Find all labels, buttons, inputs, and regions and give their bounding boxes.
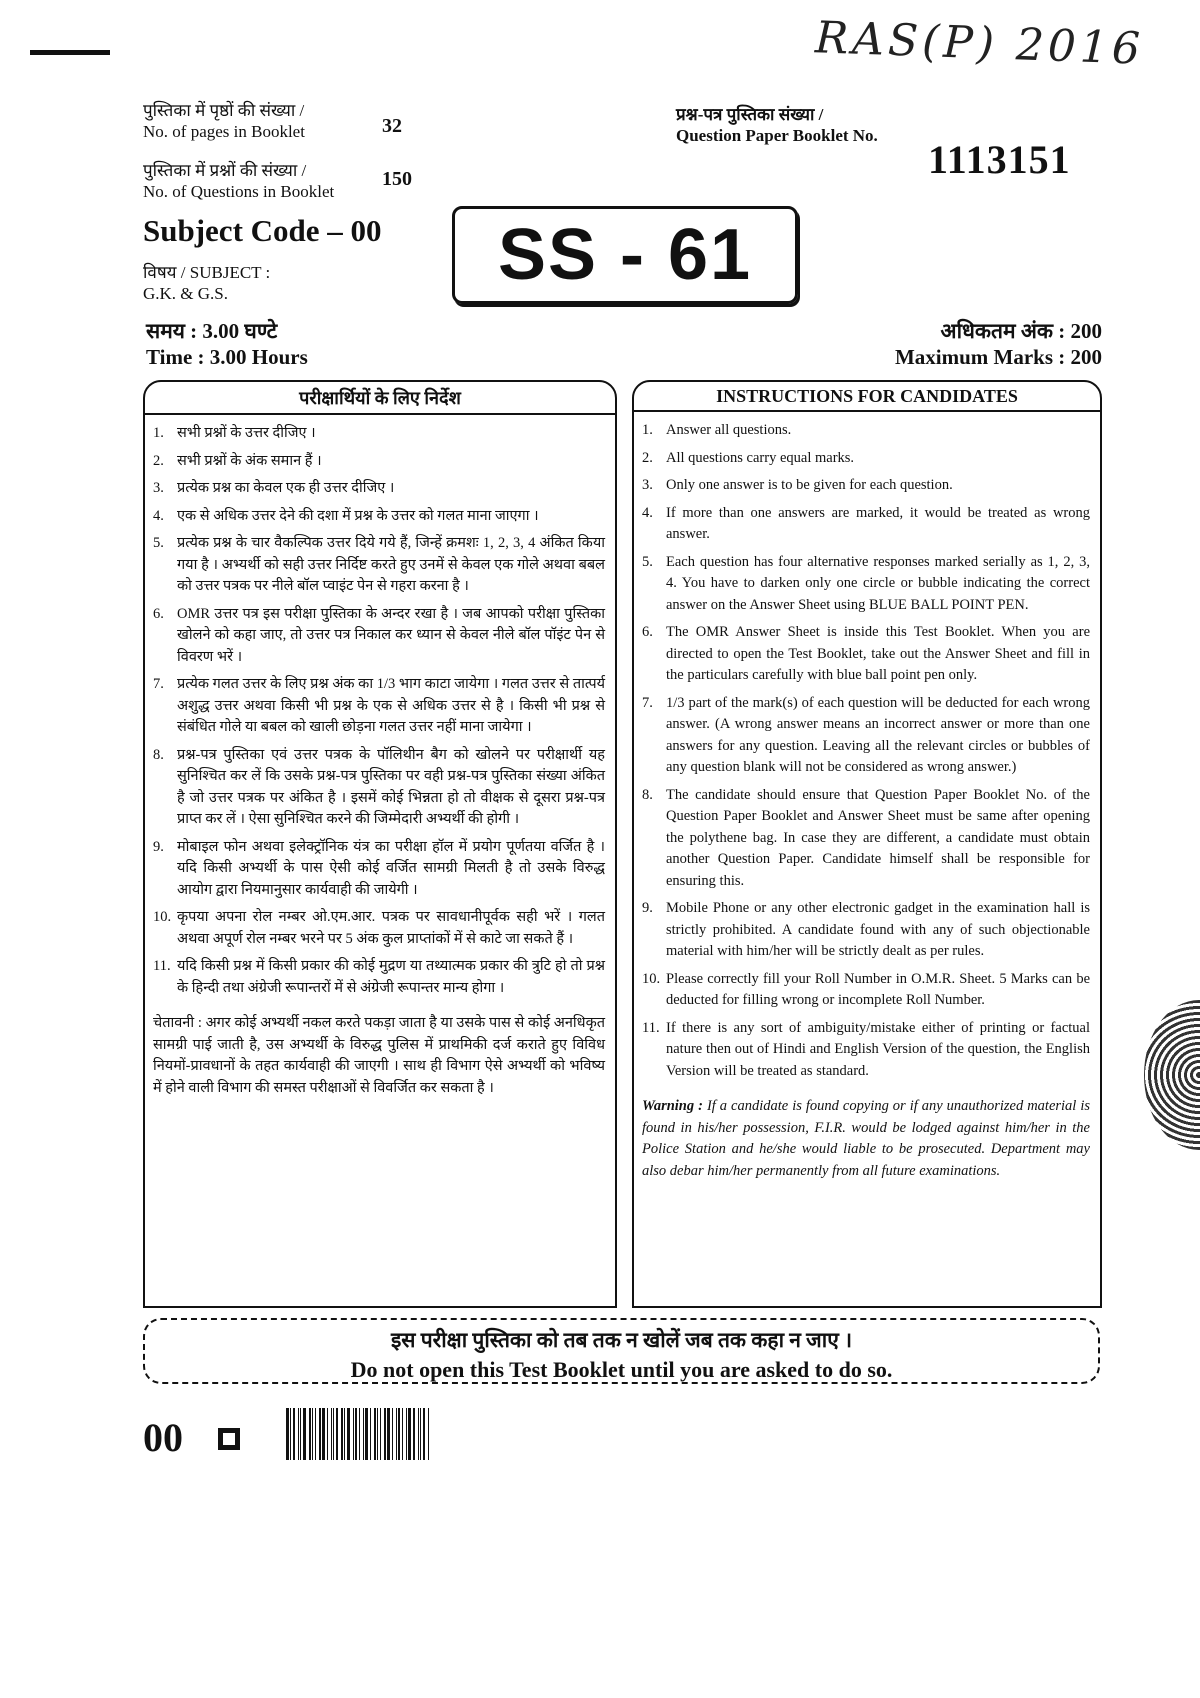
instruction-number: 11. [642,1019,660,1036]
booklet-number: 1113151 [928,137,1071,182]
instruction-text: यदि किसी प्रश्न में किसी प्रकार की कोई मुद्रण या तथ्यात्मक प्रकार की त्रुटि हो तो प्रश्न के हिन्दी तथा अंग्रेजी रूपान्तरों में से अंग्रेजी रूपान्तर मान्य होगा । [177,958,605,996]
seal-icon [1144,1000,1200,1150]
barcode-bar [344,1408,345,1460]
instruction-number: 2. [642,449,653,466]
time-block: समय : 3.00 घण्टे Time : 3.00 Hours [146,319,308,369]
instruction-number: 2. [153,452,164,469]
barcode-bar [406,1408,407,1460]
instruction-number: 8. [153,746,164,763]
instruction-item [153,674,605,739]
barcode-bar [312,1408,313,1460]
barcode-bar [359,1408,360,1460]
barcode-bar [341,1408,343,1460]
instruction-item [642,552,1090,617]
barcode-bar [380,1408,381,1460]
instruction-number: 6. [153,605,164,622]
instruction-item [642,448,1090,470]
instruction-number: 3. [153,480,164,496]
instruction-number: 1. [153,425,164,441]
barcode-bar [370,1408,371,1460]
instruction-text: कृपया अपना रोल नम्बर ओ.एम.आर. पत्रक पर सावधानीपूर्वक सही भरें । गलत अथवा अपूर्ण रोल नम्बर भरने पर 5 अंक कुल प्राप्तांकों में से काटे जा सकते हैं । [177,909,605,947]
instruction-text: सभी प्रश्नों के अंक समान हैं । [177,452,322,469]
subject-value: G.K. & G.S. [143,284,229,303]
instruction-text: If there is any sort of ambiguity/mistake either of printing or factual nature then out of Hindi and English Version of the question, the English Version will be treated as standard. [666,1019,1090,1079]
barcode-bar [336,1408,338,1460]
instruction-text: एक से अधिक उत्तर देने की दशा में प्रश्न के उत्तर को गलत माना जाएगा । [177,507,539,524]
pages-label: पुस्तिका में पृष्ठों की संख्या / No. of pages in Booklet [143,101,305,141]
instruction-number: 3. [642,477,653,493]
instruction-text: प्रश्न-पत्र पुस्तिका एवं उत्तर पत्रक के पॉलिथीन बैग को खोलने पर परीक्षार्थी यह सुनिश्चित कर लें कि उसके प्रश्न-पत्र पुस्तिका पर वही प्रश्न-पत्र पुस्तिका संख्या अंकित है जो उत्तर पत्रक पर अंकित है । इसमें कोई भिन्नता हो तो वीक्षक से दूसरा प्रश्न-पत्र प्राप्त कर लें । ऐसा सुनिश्चित करने की जिम्मेदारी अभ्यर्थी की होगी । [177,746,605,827]
barcode-bar [293,1408,295,1460]
instruction-text: सभी प्रश्नों के उत्तर दीजिए । [177,425,316,441]
instruction-text: Answer all questions. [666,422,792,438]
booklet-no-label: प्रश्न-पत्र पुस्तिका संख्या / Question Paper Booklet No. [676,105,878,145]
barcode-bar [315,1408,316,1460]
instruction-item [642,1018,1090,1083]
instructions-english-panel [632,380,1102,1308]
instruction-item [153,423,605,445]
instruction-number: 5. [642,553,653,570]
top-mark [30,50,110,55]
subject-label: विषय / SUBJECT : [143,263,271,282]
barcode-bar [408,1408,411,1460]
instruction-item [642,503,1090,546]
instruction-item [642,898,1090,963]
barcode-bar [423,1408,425,1460]
barcode-bar [396,1408,397,1460]
instruction-number: 4. [153,507,164,524]
instruction-text: मोबाइल फोन अथवा इलेक्ट्रॉनिक यंत्र का परीक्षा हॉल में प्रयोग पूर्णतया वर्जित है । यदि किसी अभ्यर्थी के पास ऐसी कोई वर्जित सामग्री मिलती है तो उसके विरुद्ध आयोग द्वारा नियमानुसार कार्यवाही की जायेगी । [177,838,605,898]
instruction-number: 9. [642,900,653,916]
barcode-bar [333,1408,334,1460]
instruction-text: प्रत्येक गलत उत्तर के लिए प्रश्न अंक का 1/3 भाग काटा जायेगा । गलत उत्तर से तात्पर्य अशुद्ध उत्तर अथवा किसी भी प्रश्न के एक से अधिक उत्तर से है । किसी भी प्रश्न से संबंधित गोले या बबल को खाली छोड़ना गलत उत्तर नहीं माना जायेगा । [177,676,605,735]
barcode-bar [327,1408,328,1460]
barcode-bar [374,1408,376,1460]
barcode-bar [286,1408,289,1460]
questions-label: पुस्तिका में प्रश्नों की संख्या / No. of Questions in Booklet [143,161,335,201]
instruction-item [642,969,1090,1012]
barcode-bar [365,1408,368,1460]
barcode-bar [290,1408,291,1460]
barcode-bar [398,1408,400,1460]
instruction-text: 1/3 part of the mark(s) of each question will be deducted for each wrong answer. (A wrong answer means an incorrect answer or more than one answers for any question. Leaving all the relevant circles or bubbles of any question blank will not be considered as wrong answer.) [666,694,1090,775]
instructions-english-list [634,412,1100,1082]
instruction-item [153,533,605,598]
instruction-item [642,622,1090,687]
barcode-bar [322,1408,325,1460]
barcode-bar [428,1408,429,1460]
instruction-text: प्रत्येक प्रश्न के चार वैकल्पिक उत्तर दिये गये हैं, जिन्हें क्रमशः 1, 2, 3, 4 अंकित किया गया है । अभ्यर्थी को सही उत्तर निर्दिष्ट करते हुए उनमें से केवल एक गोले अथवा बबल को उत्तर पत्रक पर नीले बॉल प्वाइंट पेन से गहरा करना है । [177,535,605,594]
instruction-text: If more than one answers are marked, it would be treated as wrong answer. [666,504,1090,542]
square-mark-icon [218,1428,240,1450]
instruction-text: प्रत्येक प्रश्न का केवल एक ही उत्तर दीजिए । [177,480,395,496]
barcode-bar [303,1408,306,1460]
instruction-item [153,745,605,831]
instruction-item [153,837,605,902]
instruction-item [153,478,605,500]
instruction-number: 8. [642,786,653,803]
barcode-bar [418,1408,419,1460]
instruction-text: Each question has four alternative responses marked serially as 1, 2, 3, 4. You have to darken only one circle or bubble indicating the correct answer on the Answer Sheet using BLUE BALL POINT PEN. [666,553,1090,613]
pages-value: 32 [382,115,402,137]
handwritten-note: RAS(P) 2016 [814,12,1145,75]
barcode-bar [363,1408,364,1460]
instruction-number: 5. [153,535,164,551]
barcode-bar [347,1408,350,1460]
subject-block [143,262,270,304]
instruction-text: All questions carry equal marks. [666,449,855,466]
instruction-number: 10. [642,970,661,987]
instruction-number: 7. [153,676,164,692]
instructions-hindi-title: परीक्षार्थियों के लिए निर्देश [145,382,615,415]
instruction-number: 10. [153,909,172,925]
barcode-bar [298,1408,299,1460]
max-marks-block: अधिकतम अंक : 200 Maximum Marks : 200 [894,319,1102,369]
instructions-hindi-panel [143,380,617,1308]
instruction-text: OMR उत्तर पत्र इस परीक्षा पुस्तिका के अन्दर रखा है । जब आपको परीक्षा पुस्तिका खोलने को कहा जाए, तो उत्तर पत्र निकाल कर ध्यान से केवल नीले बॉल पॉइंट पेन से विवरण भरें । [177,605,605,665]
instruction-text: Only one answer is to be given for each question. [666,477,953,493]
barcode-bar [353,1408,354,1460]
instruction-text: Mobile Phone or any other electronic gadget in the examination hall is strictly prohibited. A candidate found with any of such objectionable material with him/her will be strictly dealt as per rules. [666,900,1090,959]
instruction-item [153,956,605,999]
barcode-bar [384,1408,386,1460]
instruction-number: 4. [642,504,653,521]
barcode-bar [413,1408,415,1460]
warning-english: Warning : If a candidate is found copying or if any unauthorized material is found in his/her possession, F.I.R. would be lodged against him/her in the Police Station and he/she would liable to be prosecuted. Department may also debar him/her permanently from all future examinations. [642,1098,1091,1179]
series-code-box: SS - 61 [452,206,798,304]
barcode-bar [420,1408,421,1460]
instruction-item [642,693,1090,779]
instruction-number: 9. [153,838,164,855]
footer-code: 00 [143,1415,183,1460]
instruction-item [642,420,1090,442]
barcode-bar [309,1408,311,1460]
instruction-item [153,506,605,528]
questions-value: 150 [382,168,412,190]
warning-hindi: चेतावनी : अगर कोई अभ्यर्थी नकल करते पकड़ा जाता है या उसके पास से कोई अनधिकृत सामग्री पाई जाती है, उस अभ्यर्थी के विरुद्ध पुलिस में प्राथमिकी दर्ज कराते हुए विविध नियमों-प्रावधानों के तहत कार्यवाही की जाएगी । साथ ही विभाग ऐसे अभ्यर्थी को भविष्य में होने वाली विभाग की समस्त परीक्षाओं से विवर्जित कर सकता है । [153,1015,605,1096]
instruction-text: The candidate should ensure that Question Paper Booklet No. of the Question Paper Booklet and Answer Sheet must be same after opening the polythene bag. In case they are different, a candidate must obtain another Question Paper. Candidate himself shall be responsible for ensuring this. [666,786,1090,889]
instruction-number: 6. [642,624,653,640]
instruction-text: The OMR Answer Sheet is inside this Test Booklet. When you are directed to open the Test Booklet, take out the Answer Sheet and fill in the particulars carefully with blue ball point pen only. [666,624,1090,683]
barcode-bar [319,1408,321,1460]
instructions-hindi-list [145,415,615,999]
barcode-bar [392,1408,393,1460]
instructions-english-title: INSTRUCTIONS FOR CANDIDATES [634,382,1100,412]
barcode-bar [355,1408,357,1460]
instruction-number: 11. [153,958,171,974]
instruction-item [642,475,1090,497]
do-not-open-notice [143,1318,1100,1384]
instruction-number: 1. [642,422,653,438]
barcode-bar [402,1408,403,1460]
notice-english: Do not open this Test Booklet until you are asked to do so. [350,1357,893,1382]
instruction-item [153,907,605,950]
instruction-item [153,451,605,473]
instruction-item [642,785,1090,893]
barcode-bar [387,1408,390,1460]
instruction-number: 7. [642,694,653,711]
notice-hindi: इस परीक्षा पुस्तिका को तब तक न खोलें जब तक कहा न जाए । [390,1328,853,1352]
barcode [286,1408,494,1460]
subject-code: Subject Code – 00 [143,213,382,248]
barcode-bar [377,1408,378,1460]
barcode-bar [300,1408,301,1460]
barcode-bar [331,1408,332,1460]
instruction-text: Please correctly fill your Roll Number in O.M.R. Sheet. 5 Marks can be deducted for filling wrong or incomplete Roll Number. [666,970,1090,1008]
instruction-item [153,604,605,669]
